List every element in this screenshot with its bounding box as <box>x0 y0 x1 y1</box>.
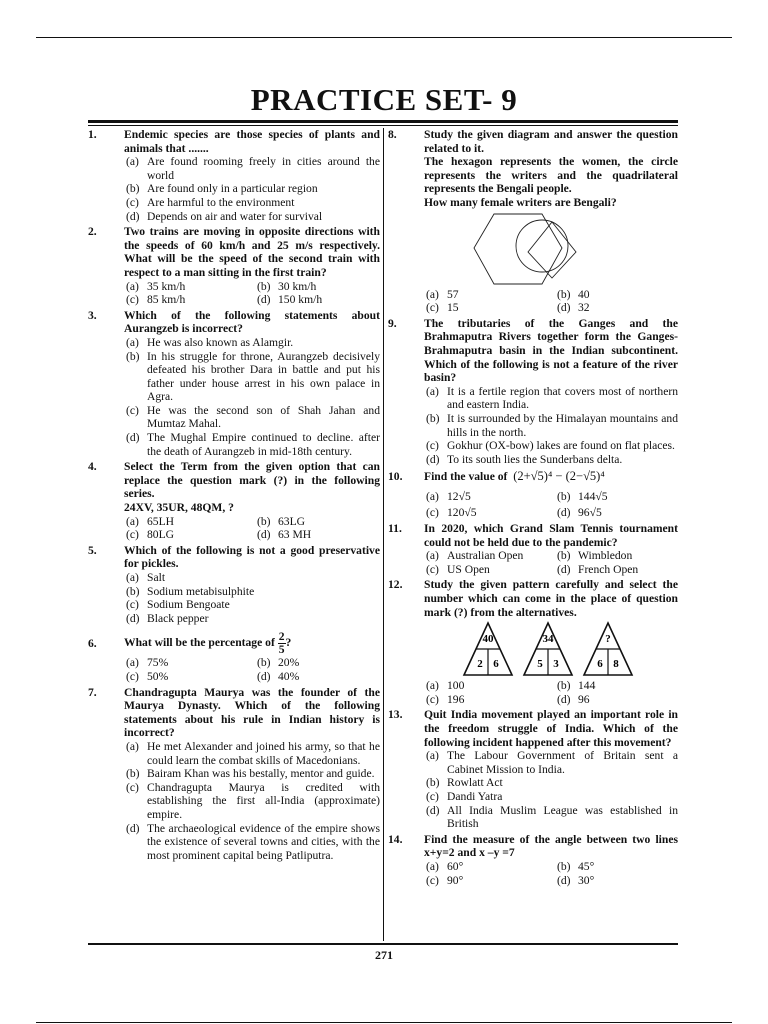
option-c: (c) Sodium Bengoate <box>126 598 230 612</box>
question-text: Endemic species are those species of plants and animals that ....... <box>124 128 380 155</box>
triangle-top-value: ? <box>605 633 611 646</box>
option-b: (b) Rowlatt Act <box>426 776 503 790</box>
question-14 <box>388 833 678 887</box>
option-a: (a) 75% <box>126 656 169 670</box>
option-b: (b) In his struggle for throne, Aurangzeb decisively defeated his brother Dara in battle and put his father under house arrest in his own palace in Agra. <box>126 349 380 404</box>
option-c: (c) Chandragupta Maurya is credited with establishing the first all-India (approximate) empire. <box>126 780 380 821</box>
triangle-pattern <box>424 621 674 677</box>
option-d: (d) The Mughal Empire continued to decline. after the death of Aurangzeb in mid-18th century. <box>126 431 380 458</box>
circle-writers <box>516 220 568 272</box>
question-number: 13. <box>388 708 403 722</box>
question-text-3: How many female writers are Bengali? <box>424 195 617 209</box>
option-a: (a) Salt <box>126 571 166 584</box>
question-number: 9. <box>388 316 397 330</box>
triangle-left-value: 2 <box>477 658 483 671</box>
fraction: $\frac{2}{5}$ <box>278 630 285 657</box>
question-number: 12. <box>388 578 403 592</box>
question-5 <box>88 544 380 626</box>
option-a: (a) He met Alexander and joined his army, so that he could learn the combat skills of Macedonians. <box>126 739 380 767</box>
option-c: (c) 90° <box>426 873 464 887</box>
triangle-2 <box>524 623 572 675</box>
option-d: (d) 63 MH <box>257 528 312 542</box>
question-6 <box>88 631 380 683</box>
option-a: (a) 35 km/h <box>126 279 186 293</box>
footer-rule <box>88 943 678 945</box>
hexagon-women <box>474 214 562 284</box>
option-b: (b) Bairam Khan was his bestally, mentor and guide. <box>126 767 375 781</box>
series-text: 24XV, 35UR, 48QM, ? <box>124 501 234 515</box>
question-text-2: The hexagon represents the women, the circle represents the writers and the quadrilateral represents the Bengali people. <box>424 155 678 196</box>
option-a: (a) 57 <box>426 287 459 301</box>
triangle-right-value: 8 <box>613 658 619 671</box>
option-b: (b) Wimbledon <box>557 549 633 563</box>
right-column <box>388 128 678 889</box>
option-a: (a) 60° <box>426 859 464 873</box>
title-underline-thick <box>88 120 678 123</box>
question-text: In 2020, which Grand Slam Tennis tournament could not be held due to the pandemic? <box>424 522 678 549</box>
option-b: (b) Are found only in a particular region <box>126 182 318 196</box>
option-c: (c) Gokhur (OX-bow) lakes are found on flat places. <box>426 439 675 453</box>
question-number: 14. <box>388 832 403 846</box>
question-number: 1. <box>88 128 97 141</box>
option-b: (b) It is surrounded by the Himalayan mountains and hills in the north. <box>426 411 678 439</box>
option-c: (c) Dandi Yatra <box>426 789 503 803</box>
option-a: (a) Are found rooming freely in cities around the world <box>126 155 380 182</box>
question-number: 3. <box>88 308 97 322</box>
triangle-3 <box>584 623 632 675</box>
question-number: 6. <box>88 637 97 651</box>
title-underline-thin <box>88 125 678 126</box>
left-column <box>88 128 380 864</box>
option-b: (b) 63LG <box>257 514 306 528</box>
question-8 <box>388 128 678 315</box>
question-text: What will be the percentage of $\frac{2}{5}$ ? <box>124 630 292 657</box>
question-text: The tributaries of the Ganges and the Brahmaputra Rivers together form the Ganges-Brahmaputra basin in the Indian subcontinent. Which of the following is not a feature of the river basin? <box>424 316 678 385</box>
question-text: Chandragupta Maurya was the founder of the Maurya Dynasty. Which of the following statements about his rule in Indian history is incorrect? <box>124 685 380 740</box>
question-number: 10. <box>388 470 403 484</box>
triangle-right-value: 6 <box>493 658 499 671</box>
option-b: (b) 45° <box>557 859 595 873</box>
option-b: (b) 40 <box>557 287 590 301</box>
question-10 <box>388 470 678 520</box>
option-d: (d) 30° <box>557 873 595 887</box>
option-d: (d) The archaeological evidence of the empire shows the existence of several towns and cities, with the most prominent capital being Patliputra. <box>126 821 380 862</box>
option-d: (d) Black pepper <box>126 611 209 625</box>
page-number: 271 <box>375 948 393 962</box>
option-a: (a) It is a fertile region that covers most of northern and eastern India. <box>426 384 678 412</box>
question-number: 2. <box>88 225 97 239</box>
option-b: (b) 144 <box>557 679 596 693</box>
math-expression: (2+√5)⁴ − (2−√5)⁴ <box>513 469 605 484</box>
question-number: 5. <box>88 543 97 557</box>
venn-diagram <box>424 212 674 286</box>
question-text: Find the value of (2+√5)⁴ − (2−√5)⁴ <box>424 469 605 484</box>
option-c: (c) He was the second son of Shah Jahan and Mumtaz Mahal. <box>126 403 380 431</box>
option-c: (c) US Open <box>426 562 490 576</box>
question-number: 7. <box>88 685 97 699</box>
triangle-left-value: 6 <box>597 658 603 671</box>
triangle-1 <box>464 623 512 675</box>
triangle-right-value: 3 <box>553 658 559 671</box>
option-a: (a) 65LH <box>126 514 175 528</box>
option-a: (a) The Labour Government of Britain sent a Cabinet Mission to India. <box>426 749 678 776</box>
question-3 <box>88 309 380 459</box>
option-c: (c) Are harmful to the environment <box>126 195 295 209</box>
option-c: (c) 15 <box>426 301 459 315</box>
triangle-left-value: 5 <box>537 658 543 671</box>
question-text: Study the given diagram and answer the question related to it. <box>424 128 678 155</box>
question-number: 4. <box>88 460 97 474</box>
question-12 <box>388 578 678 706</box>
option-d: (d) 150 km/h <box>257 293 323 307</box>
question-7 <box>88 686 380 863</box>
bottom-rule <box>36 1022 732 1023</box>
question-2 <box>88 225 380 307</box>
question-number: 8. <box>388 128 397 141</box>
option-c: (c) 120√5 <box>426 506 477 520</box>
option-b: (b) 20% <box>257 656 300 670</box>
option-d: (d) French Open <box>557 562 639 576</box>
question-number: 11. <box>388 522 402 536</box>
option-b: (b) 30 km/h <box>257 279 317 293</box>
option-a: (a) Australian Open <box>426 549 524 563</box>
option-c: (c) 50% <box>126 669 169 683</box>
question-text: Which of the following statements about Aurangzeb is incorrect? <box>124 308 380 336</box>
option-d: (d) 32 <box>557 301 590 315</box>
page-title: PRACTICE SET- 9 <box>250 82 518 117</box>
option-d: (d) All India Muslim League was established in British <box>426 803 678 831</box>
question-13 <box>388 708 678 830</box>
option-a: (a) 12√5 <box>426 489 471 503</box>
option-d: (d) 40% <box>257 669 300 683</box>
triangle-top-value: 34 <box>542 633 554 646</box>
option-c: (c) 196 <box>426 692 465 706</box>
option-b: (b) 144√5 <box>557 489 608 503</box>
column-divider <box>383 128 384 941</box>
option-a: (a) 100 <box>426 679 465 693</box>
triangle-top-value: 40 <box>482 633 494 646</box>
question-text: Quit India movement played an important role in the freedom struggle of India. Which of the following incident happened after this movement? <box>424 708 678 749</box>
option-d: (d) 96 <box>557 692 590 706</box>
question-text: Study the given pattern carefully and select the number which can come in the place of question mark (?) from the alternatives. <box>424 578 678 619</box>
option-c: (c) 80LG <box>126 528 175 542</box>
question-1 <box>88 128 380 223</box>
question-4 <box>88 460 380 542</box>
option-d: (d) 96√5 <box>557 506 602 520</box>
option-d: (d) Depends on air and water for survival <box>126 209 323 223</box>
option-d: (d) To its south lies the Sunderbans delta. <box>426 452 623 466</box>
question-text: Select the Term from the given option that can replace the question mark (?) in the following series. <box>124 460 380 501</box>
option-b: (b) Sodium metabisulphite <box>126 584 255 598</box>
question-text: Which of the following is not a good preservative for pickles. <box>124 543 380 571</box>
top-rule <box>36 37 732 38</box>
question-text: Two trains are moving in opposite directions with the speeds of 60 km/h and 25 m/s respectively. What will be the speed of the second train with respect to a man sitting in the first train? <box>124 225 380 279</box>
option-a: (a) He was also known as Alamgir. <box>126 335 294 349</box>
question-11 <box>388 522 678 576</box>
question-9 <box>388 317 678 467</box>
option-c: (c) 85 km/h <box>126 293 186 307</box>
question-text: Find the measure of the angle between two lines x+y=2 and x –y =7 <box>424 832 678 860</box>
